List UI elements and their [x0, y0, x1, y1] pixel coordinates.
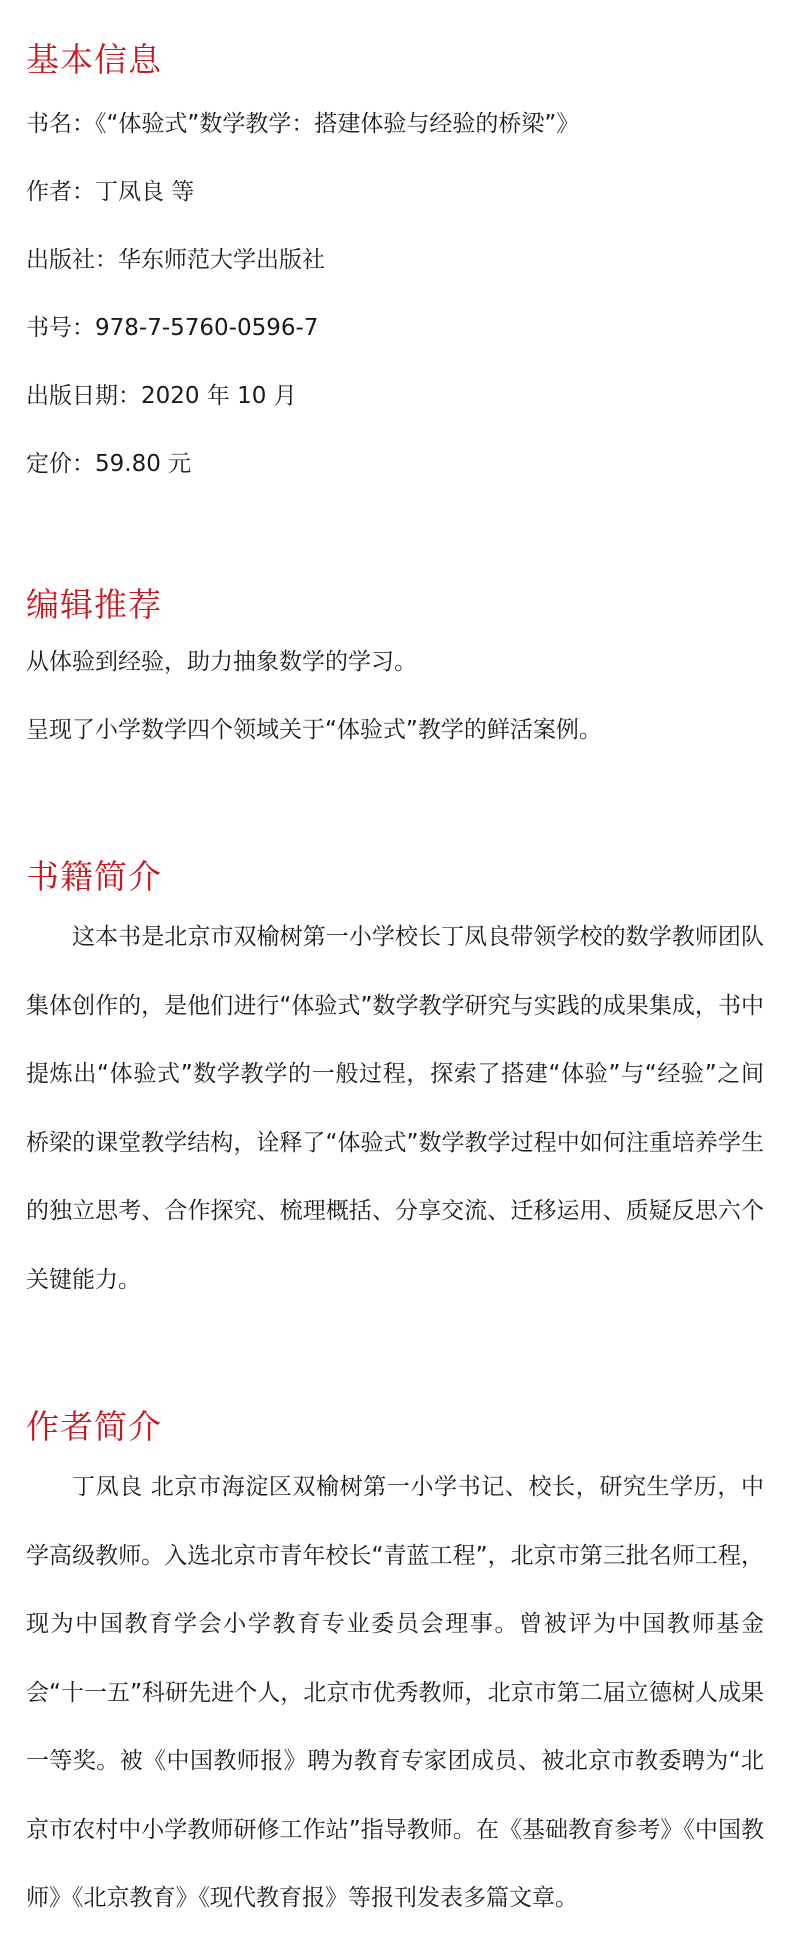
book-intro-heading: 书籍简介	[26, 857, 162, 896]
price-line: 定价：59.80 元	[26, 451, 192, 477]
author-line: 作者：丁凤良 等	[26, 179, 195, 205]
editor-recommend-heading: 编辑推荐	[26, 585, 162, 624]
basic-info-heading: 基本信息	[26, 40, 162, 79]
publish-date-line: 出版日期：2020 年 10 月	[26, 383, 297, 409]
editor-recommend-section	[26, 585, 764, 783]
author-intro-section	[26, 1407, 764, 1933]
recommend-line: 呈现了小学数学四个领域关于“体验式”教学的鲜活案例。	[26, 717, 602, 743]
isbn-line: 书号：978-7-5760-0596-7	[26, 315, 319, 341]
book-intro-section	[26, 857, 764, 1314]
publisher-line: 出版社：华东师范大学出版社	[26, 247, 325, 273]
basic-info-section	[26, 40, 764, 517]
book-intro-paragraph: 这本书是北京市双榆树第一小学校长丁凤良带领学校的数学教师团队集体创作的，是他们进行“体验式”数学教学研究与实践的成果集成，书中提炼出“体验式”数学教学的一般过程，探索了搭建“体验”与“经验”之间桥梁的课堂教学结构，诠释了“体验式”数学教学过程中如何注重培养学生的独立思考、合作探究、梳理概括、分享交流、迁移运用、质疑反思六个关键能力。	[26, 924, 764, 1293]
author-intro-paragraph: 丁凤良 北京市海淀区双榆树第一小学书记、校长，研究生学历，中学高级教师。入选北京市青年校长“青蓝工程”，北京市第三批名师工程，现为中国教育学会小学教育专业委员会理事。曾被评为中国教师基金会“十一五”科研先进个人，北京市优秀教师，北京市第二届立德树人成果一等奖。被《中国教师报》聘为教育专家团成员、被北京市教委聘为“北京市农村中小学教师研修工作站”指导教师。在《基础教育参考》《中国教师》《北京教育》《现代教育报》等报刊发表多篇文章。	[26, 1474, 764, 1911]
author-intro-heading: 作者简介	[26, 1407, 162, 1446]
book-name-line: 书名：《“体验式”数学教学：搭建体验与经验的桥梁”》	[26, 111, 580, 137]
recommend-line: 从体验到经验，助力抽象数学的学习。	[26, 649, 417, 675]
